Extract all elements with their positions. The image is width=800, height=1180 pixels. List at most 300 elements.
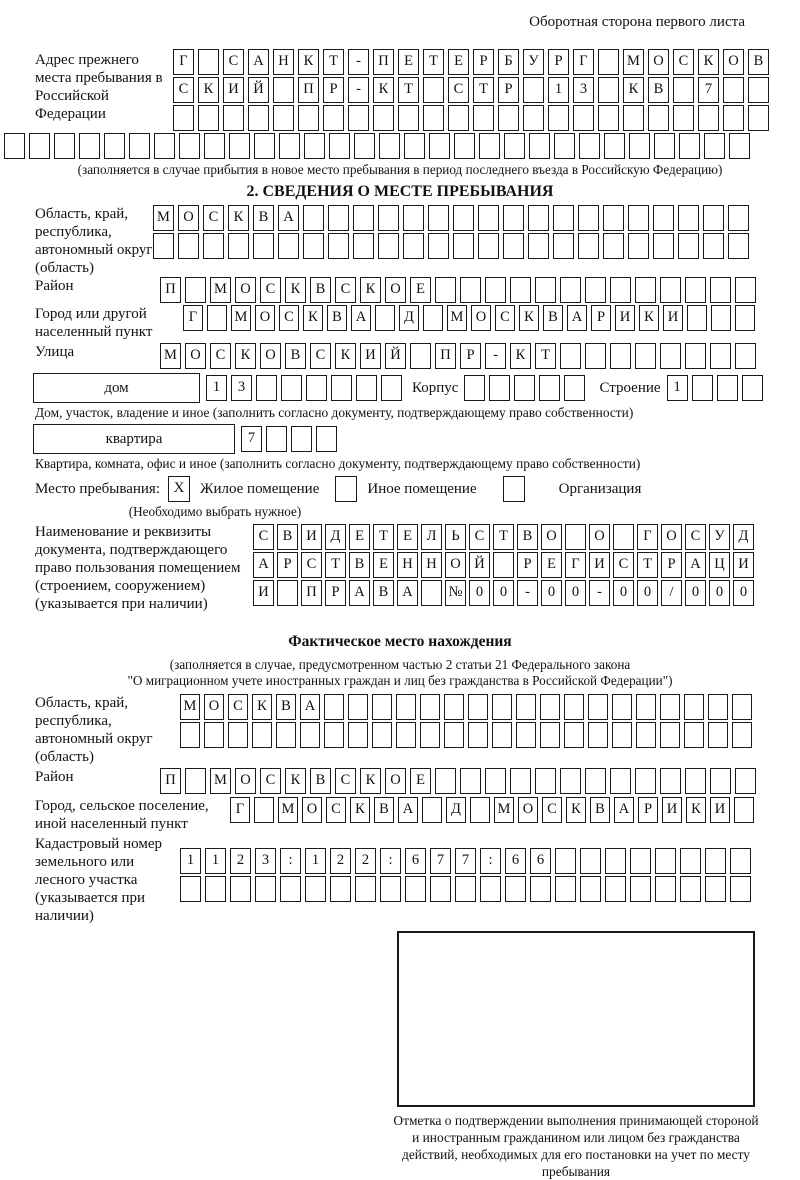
char-box[interactable]: С xyxy=(326,797,346,823)
char-box[interactable] xyxy=(306,375,327,401)
char-box[interactable] xyxy=(610,277,631,303)
char-box[interactable] xyxy=(660,277,681,303)
char-box[interactable] xyxy=(553,233,574,259)
char-box[interactable] xyxy=(468,722,488,748)
char-box[interactable] xyxy=(684,694,704,720)
char-box[interactable]: Е xyxy=(410,277,431,303)
char-box[interactable] xyxy=(510,277,531,303)
char-box[interactable]: К xyxy=(198,77,219,103)
char-box[interactable] xyxy=(623,105,644,131)
char-box[interactable]: О xyxy=(385,277,406,303)
char-box[interactable]: Г xyxy=(173,49,194,75)
char-box[interactable]: И xyxy=(615,305,635,331)
char-box[interactable]: Г xyxy=(637,524,658,550)
checkbox-inoe[interactable] xyxy=(335,476,357,502)
char-box[interactable] xyxy=(735,305,755,331)
char-box[interactable] xyxy=(403,233,424,259)
char-box[interactable]: О xyxy=(255,305,275,331)
char-box[interactable]: 1 xyxy=(548,77,569,103)
char-box[interactable]: Е xyxy=(349,524,370,550)
char-box[interactable]: Р xyxy=(277,552,298,578)
char-box[interactable]: 7 xyxy=(430,848,451,874)
char-box[interactable] xyxy=(278,233,299,259)
char-box[interactable]: О xyxy=(589,524,610,550)
char-box[interactable]: О xyxy=(302,797,322,823)
char-box[interactable]: М xyxy=(623,49,644,75)
char-box[interactable] xyxy=(523,77,544,103)
char-box[interactable] xyxy=(198,49,219,75)
char-box[interactable] xyxy=(372,722,392,748)
char-box[interactable] xyxy=(348,722,368,748)
char-box[interactable]: : xyxy=(380,848,401,874)
char-box[interactable] xyxy=(660,343,681,369)
char-box[interactable] xyxy=(223,105,244,131)
char-box[interactable] xyxy=(560,343,581,369)
char-box[interactable]: С xyxy=(260,768,281,794)
char-box[interactable] xyxy=(280,876,301,902)
char-box[interactable] xyxy=(489,375,510,401)
char-box[interactable]: С xyxy=(673,49,694,75)
char-box[interactable] xyxy=(328,233,349,259)
char-box[interactable] xyxy=(178,233,199,259)
char-box[interactable]: В xyxy=(373,580,394,606)
char-box[interactable]: Т xyxy=(323,49,344,75)
char-box[interactable]: Н xyxy=(397,552,418,578)
char-box[interactable]: 6 xyxy=(505,848,526,874)
char-box[interactable]: Л xyxy=(421,524,442,550)
char-box[interactable]: Б xyxy=(498,49,519,75)
char-box[interactable] xyxy=(735,768,756,794)
char-box[interactable] xyxy=(480,876,501,902)
char-box[interactable] xyxy=(629,133,650,159)
char-box[interactable] xyxy=(555,876,576,902)
house-type-box[interactable] xyxy=(33,373,200,403)
char-box[interactable] xyxy=(375,305,395,331)
char-box[interactable]: Р xyxy=(323,77,344,103)
char-box[interactable]: И xyxy=(733,552,754,578)
char-box[interactable] xyxy=(516,694,536,720)
char-box[interactable] xyxy=(453,205,474,231)
char-box[interactable]: В xyxy=(276,694,296,720)
char-box[interactable] xyxy=(276,722,296,748)
char-box[interactable] xyxy=(460,768,481,794)
char-box[interactable] xyxy=(585,768,606,794)
char-box[interactable]: 1 xyxy=(667,375,688,401)
char-box[interactable] xyxy=(398,105,419,131)
char-box[interactable] xyxy=(478,233,499,259)
char-box[interactable]: 2 xyxy=(230,848,251,874)
char-box[interactable]: К xyxy=(698,49,719,75)
char-box[interactable] xyxy=(179,133,200,159)
char-box[interactable] xyxy=(405,876,426,902)
char-box[interactable] xyxy=(535,277,556,303)
char-box[interactable] xyxy=(248,105,269,131)
char-box[interactable] xyxy=(420,694,440,720)
char-box[interactable]: 6 xyxy=(530,848,551,874)
char-box[interactable] xyxy=(378,233,399,259)
char-box[interactable]: О xyxy=(235,277,256,303)
char-box[interactable] xyxy=(528,205,549,231)
char-box[interactable] xyxy=(380,876,401,902)
char-box[interactable]: 1 xyxy=(205,848,226,874)
char-box[interactable]: Г xyxy=(183,305,203,331)
char-box[interactable]: - xyxy=(485,343,506,369)
char-box[interactable]: Ц xyxy=(709,552,730,578)
char-box[interactable]: К xyxy=(373,77,394,103)
char-box[interactable] xyxy=(673,105,694,131)
char-box[interactable]: В xyxy=(327,305,347,331)
char-box[interactable]: № xyxy=(445,580,466,606)
char-box[interactable] xyxy=(444,722,464,748)
char-box[interactable]: 0 xyxy=(541,580,562,606)
char-box[interactable]: С xyxy=(173,77,194,103)
char-box[interactable] xyxy=(685,343,706,369)
char-box[interactable]: : xyxy=(480,848,501,874)
char-box[interactable] xyxy=(585,343,606,369)
char-box[interactable]: Д xyxy=(399,305,419,331)
char-box[interactable] xyxy=(540,722,560,748)
char-box[interactable]: С xyxy=(469,524,490,550)
char-box[interactable] xyxy=(514,375,535,401)
char-box[interactable]: С xyxy=(495,305,515,331)
char-box[interactable] xyxy=(504,133,525,159)
char-box[interactable] xyxy=(198,105,219,131)
char-box[interactable]: С xyxy=(685,524,706,550)
char-box[interactable]: С xyxy=(613,552,634,578)
char-box[interactable]: Р xyxy=(517,552,538,578)
char-box[interactable]: : xyxy=(280,848,301,874)
char-box[interactable]: В xyxy=(310,768,331,794)
char-box[interactable]: / xyxy=(661,580,682,606)
char-box[interactable] xyxy=(410,343,431,369)
char-box[interactable]: К xyxy=(360,768,381,794)
char-box[interactable] xyxy=(710,768,731,794)
char-box[interactable] xyxy=(612,722,632,748)
char-box[interactable]: А xyxy=(351,305,371,331)
char-box[interactable]: К xyxy=(686,797,706,823)
char-box[interactable] xyxy=(516,722,536,748)
char-box[interactable]: Р xyxy=(498,77,519,103)
char-box[interactable] xyxy=(564,375,585,401)
char-box[interactable]: - xyxy=(348,49,369,75)
char-box[interactable] xyxy=(348,694,368,720)
char-box[interactable] xyxy=(605,848,626,874)
char-box[interactable]: 0 xyxy=(685,580,706,606)
char-box[interactable] xyxy=(580,848,601,874)
char-box[interactable]: С xyxy=(301,552,322,578)
char-box[interactable] xyxy=(203,233,224,259)
char-box[interactable]: Р xyxy=(661,552,682,578)
char-box[interactable] xyxy=(205,876,226,902)
char-box[interactable] xyxy=(422,797,442,823)
char-box[interactable] xyxy=(705,876,726,902)
char-box[interactable] xyxy=(180,722,200,748)
char-box[interactable]: Й xyxy=(469,552,490,578)
char-box[interactable] xyxy=(464,375,485,401)
char-box[interactable] xyxy=(330,876,351,902)
char-box[interactable]: П xyxy=(373,49,394,75)
char-box[interactable] xyxy=(673,77,694,103)
char-box[interactable]: 2 xyxy=(330,848,351,874)
char-box[interactable] xyxy=(660,768,681,794)
char-box[interactable]: Е xyxy=(410,768,431,794)
char-box[interactable] xyxy=(630,876,651,902)
char-box[interactable] xyxy=(710,343,731,369)
char-box[interactable]: А xyxy=(253,552,274,578)
char-box[interactable]: К xyxy=(623,77,644,103)
char-box[interactable]: С xyxy=(542,797,562,823)
char-box[interactable] xyxy=(510,768,531,794)
char-box[interactable]: - xyxy=(517,580,538,606)
char-box[interactable]: С xyxy=(335,277,356,303)
char-box[interactable]: Г xyxy=(230,797,250,823)
char-box[interactable]: О xyxy=(204,694,224,720)
char-box[interactable] xyxy=(578,233,599,259)
char-box[interactable]: А xyxy=(397,580,418,606)
char-box[interactable] xyxy=(279,133,300,159)
char-box[interactable]: М xyxy=(494,797,514,823)
char-box[interactable] xyxy=(435,768,456,794)
char-box[interactable] xyxy=(505,876,526,902)
char-box[interactable]: Й xyxy=(248,77,269,103)
char-box[interactable]: 7 xyxy=(241,426,262,452)
char-box[interactable] xyxy=(129,133,150,159)
char-box[interactable]: Г xyxy=(573,49,594,75)
char-box[interactable] xyxy=(478,205,499,231)
char-box[interactable]: Е xyxy=(373,552,394,578)
char-box[interactable] xyxy=(523,105,544,131)
char-box[interactable] xyxy=(498,105,519,131)
char-box[interactable] xyxy=(635,768,656,794)
char-box[interactable]: В xyxy=(648,77,669,103)
char-box[interactable] xyxy=(154,133,175,159)
char-box[interactable] xyxy=(429,133,450,159)
char-box[interactable]: М xyxy=(153,205,174,231)
char-box[interactable] xyxy=(421,580,442,606)
char-box[interactable]: Г xyxy=(565,552,586,578)
char-box[interactable] xyxy=(628,205,649,231)
apartment-type-box[interactable] xyxy=(33,424,235,454)
char-box[interactable]: С xyxy=(335,768,356,794)
char-box[interactable]: О xyxy=(518,797,538,823)
char-box[interactable] xyxy=(316,426,337,452)
char-box[interactable] xyxy=(277,580,298,606)
char-box[interactable]: И xyxy=(589,552,610,578)
char-box[interactable]: А xyxy=(278,205,299,231)
char-box[interactable]: 2 xyxy=(355,848,376,874)
char-box[interactable]: И xyxy=(253,580,274,606)
char-box[interactable] xyxy=(428,233,449,259)
char-box[interactable]: И xyxy=(360,343,381,369)
char-box[interactable] xyxy=(229,133,250,159)
char-box[interactable]: В xyxy=(310,277,331,303)
char-box[interactable] xyxy=(324,694,344,720)
char-box[interactable]: Р xyxy=(591,305,611,331)
char-box[interactable] xyxy=(705,848,726,874)
char-box[interactable]: И xyxy=(663,305,683,331)
char-box[interactable]: С xyxy=(228,694,248,720)
char-box[interactable] xyxy=(266,426,287,452)
char-box[interactable] xyxy=(708,694,728,720)
char-box[interactable]: Е xyxy=(448,49,469,75)
char-box[interactable]: С xyxy=(203,205,224,231)
char-box[interactable] xyxy=(580,876,601,902)
char-box[interactable]: С xyxy=(253,524,274,550)
char-box[interactable]: В xyxy=(253,205,274,231)
char-box[interactable] xyxy=(628,233,649,259)
char-box[interactable]: У xyxy=(523,49,544,75)
char-box[interactable] xyxy=(698,105,719,131)
char-box[interactable]: В xyxy=(543,305,563,331)
char-box[interactable] xyxy=(684,722,704,748)
char-box[interactable]: 1 xyxy=(206,375,227,401)
char-box[interactable] xyxy=(585,277,606,303)
char-box[interactable]: Д xyxy=(733,524,754,550)
char-box[interactable]: Н xyxy=(273,49,294,75)
char-box[interactable] xyxy=(356,375,377,401)
char-box[interactable]: С xyxy=(223,49,244,75)
char-box[interactable] xyxy=(453,233,474,259)
char-box[interactable] xyxy=(560,277,581,303)
char-box[interactable]: Д xyxy=(325,524,346,550)
char-box[interactable] xyxy=(228,722,248,748)
char-box[interactable]: С xyxy=(310,343,331,369)
char-box[interactable]: Т xyxy=(325,552,346,578)
char-box[interactable]: С xyxy=(279,305,299,331)
char-box[interactable]: - xyxy=(589,580,610,606)
char-box[interactable]: К xyxy=(235,343,256,369)
char-box[interactable]: В xyxy=(374,797,394,823)
char-box[interactable] xyxy=(291,426,312,452)
char-box[interactable] xyxy=(305,876,326,902)
char-box[interactable] xyxy=(708,722,728,748)
char-box[interactable]: М xyxy=(180,694,200,720)
char-box[interactable] xyxy=(732,722,752,748)
char-box[interactable]: П xyxy=(435,343,456,369)
char-box[interactable] xyxy=(734,797,754,823)
char-box[interactable] xyxy=(554,133,575,159)
char-box[interactable] xyxy=(420,722,440,748)
char-box[interactable]: К xyxy=(639,305,659,331)
char-box[interactable] xyxy=(404,133,425,159)
char-box[interactable] xyxy=(303,205,324,231)
char-box[interactable]: Е xyxy=(398,49,419,75)
char-box[interactable]: 0 xyxy=(637,580,658,606)
char-box[interactable] xyxy=(403,205,424,231)
char-box[interactable]: И xyxy=(223,77,244,103)
char-box[interactable] xyxy=(348,105,369,131)
char-box[interactable] xyxy=(253,233,274,259)
char-box[interactable] xyxy=(579,133,600,159)
char-box[interactable]: К xyxy=(350,797,370,823)
char-box[interactable]: С xyxy=(260,277,281,303)
char-box[interactable] xyxy=(207,305,227,331)
char-box[interactable]: С xyxy=(210,343,231,369)
char-box[interactable] xyxy=(329,133,350,159)
char-box[interactable] xyxy=(331,375,352,401)
char-box[interactable] xyxy=(565,524,586,550)
char-box[interactable]: 0 xyxy=(613,580,634,606)
char-box[interactable]: О xyxy=(661,524,682,550)
char-box[interactable] xyxy=(104,133,125,159)
char-box[interactable] xyxy=(703,233,724,259)
char-box[interactable] xyxy=(479,133,500,159)
char-box[interactable] xyxy=(353,205,374,231)
char-box[interactable] xyxy=(381,375,402,401)
checkbox-organizatsiya[interactable] xyxy=(503,476,525,502)
char-box[interactable] xyxy=(553,205,574,231)
char-box[interactable] xyxy=(605,876,626,902)
char-box[interactable]: М xyxy=(231,305,251,331)
char-box[interactable]: А xyxy=(398,797,418,823)
char-box[interactable] xyxy=(173,105,194,131)
char-box[interactable] xyxy=(613,524,634,550)
char-box[interactable]: О xyxy=(445,552,466,578)
char-box[interactable]: И xyxy=(662,797,682,823)
char-box[interactable]: Р xyxy=(638,797,658,823)
char-box[interactable]: В xyxy=(285,343,306,369)
char-box[interactable] xyxy=(604,133,625,159)
char-box[interactable] xyxy=(54,133,75,159)
char-box[interactable]: И xyxy=(710,797,730,823)
char-box[interactable]: Т xyxy=(423,49,444,75)
char-box[interactable]: 0 xyxy=(493,580,514,606)
char-box[interactable]: 1 xyxy=(305,848,326,874)
char-box[interactable] xyxy=(428,205,449,231)
char-box[interactable] xyxy=(255,876,276,902)
char-box[interactable] xyxy=(660,722,680,748)
char-box[interactable]: В xyxy=(748,49,769,75)
char-box[interactable]: М xyxy=(447,305,467,331)
char-box[interactable]: С xyxy=(448,77,469,103)
char-box[interactable]: Т xyxy=(398,77,419,103)
char-box[interactable]: В xyxy=(349,552,370,578)
char-box[interactable]: К xyxy=(303,305,323,331)
char-box[interactable]: Й xyxy=(385,343,406,369)
char-box[interactable] xyxy=(535,768,556,794)
char-box[interactable] xyxy=(460,277,481,303)
char-box[interactable] xyxy=(685,768,706,794)
char-box[interactable]: Т xyxy=(473,77,494,103)
char-box[interactable] xyxy=(503,205,524,231)
char-box[interactable]: 1 xyxy=(180,848,201,874)
char-box[interactable] xyxy=(603,205,624,231)
char-box[interactable] xyxy=(485,277,506,303)
char-box[interactable] xyxy=(379,133,400,159)
char-box[interactable]: 3 xyxy=(573,77,594,103)
char-box[interactable]: К xyxy=(285,768,306,794)
char-box[interactable] xyxy=(448,105,469,131)
char-box[interactable] xyxy=(555,848,576,874)
char-box[interactable] xyxy=(578,205,599,231)
char-box[interactable]: Т xyxy=(493,524,514,550)
char-box[interactable] xyxy=(324,722,344,748)
char-box[interactable]: Е xyxy=(541,552,562,578)
char-box[interactable]: Е xyxy=(397,524,418,550)
char-box[interactable] xyxy=(692,375,713,401)
char-box[interactable]: О xyxy=(185,343,206,369)
char-box[interactable] xyxy=(528,233,549,259)
char-box[interactable] xyxy=(610,343,631,369)
char-box[interactable]: К xyxy=(519,305,539,331)
char-box[interactable] xyxy=(304,133,325,159)
char-box[interactable] xyxy=(303,233,324,259)
char-box[interactable]: Т xyxy=(535,343,556,369)
char-box[interactable] xyxy=(735,277,756,303)
char-box[interactable] xyxy=(435,277,456,303)
char-box[interactable] xyxy=(230,876,251,902)
char-box[interactable] xyxy=(748,77,769,103)
